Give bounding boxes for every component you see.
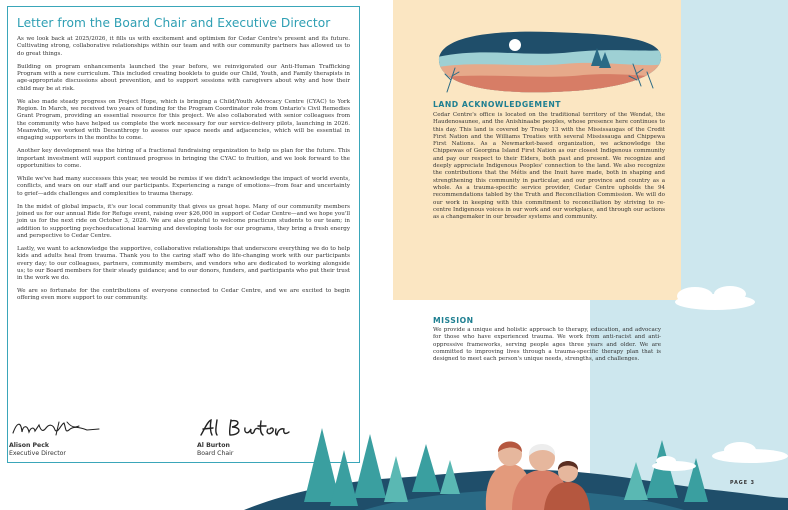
signatory-role: Executive Director [9, 450, 66, 457]
letter-paragraph: As we look back at 2025/2026, it fills us with excitement and optimism for Cedar Centre's present and its future. Cultivating strong, collaborative relationships within our team and with our community partners has allowed us to do great things. [17, 36, 350, 57]
land-acknowledgement-heading: LAND ACKNOWLEDGEMENT [433, 100, 562, 109]
signatory-name: Alison Peck [9, 442, 50, 449]
letter-panel [7, 6, 360, 463]
letter-paragraph: We are so fortunate for the contributions of everyone connected to Cedar Centre, and we are excited to begin offering even more support to our community. [17, 288, 350, 302]
letter-paragraph: Lastly, we want to acknowledge the supportive, collaborative relationships that underscore everything we do to help kids and adults heal from trauma. Thank you to the caring staff who do life-changing work with our participants every day; to our colleagues, partners, community members, and vendors who are dedicated to working alongside us; to our Board members for their steady guidance; and to our donors, funders, and participants who put their trust in the work we do. [17, 245, 350, 282]
land-acknowledgement-text: Cedar Centre's office is located on the traditional territory of the Wendat, the Haudenosaunee, and the Anishinaabe peoples, whose presence here continues to this day. This land is covered by Treaty 13 with the Mississaugas of the Credit First Nation and the Williams Treaties with several Mississauga and Chippewa First Nations. As a Newmarket-based organization, we acknowledge the Chippewas of Georgina Island First Nation as our closest Indigenous community and pay our respect to their Elders, both past and present. We recognize and deeply appreciate Indigenous Peoples' connection to the land. We also recognize the contributions that the Métis and the Inuit have made, both in shaping and strengthening this community in particular, and our province and country as a whole. As a trauma-specific service provider, Cedar Centre upholds the 94 recommendations tabled by the Truth and Reconciliation Commission. We will do our work in keeping with this commitment to reconciliation by striving to re-centre Indigenous voices in our work and our workplace, and through our actions as a changemaker in our broader systems and community. [433, 112, 665, 221]
landscape-banner-icon [433, 28, 665, 98]
page-number: PAGE 3 [730, 481, 756, 486]
mission-heading: MISSION [433, 316, 474, 325]
letter-paragraph: In the midst of global impacts, it's our local community that gives us great hope. Many of our community members joined us for our annual Ride for Refuge event, raising over $26,000 in support of Cedar Centre—and we hope you'll join us for the next ride on October 3, 2026. We are also grateful to welcome practicum students to our team; in addition to supporting psychoeducational learning and developing tools for our programs, they bring a fresh energy and perspective to Cedar Centre. [17, 203, 350, 239]
letter-paragraph: We also made steady progress on Project Hope, which is bringing a Child/Youth Advocacy Centre (CYAC) to York Region. In March, we received two years of funding for the Program Coordinator role from Ontario's Civil Remedies Grant Program, providing an essential resource for this project. We also collaborated with senior colleagues from the community who have helped us complete the work necessary for our service-delivery pilots, launching in 2026. Meanwhile, we worked with Decanthropy to assess our space needs and adjacencies, which will be essential in engaging supporters in the months to come. [17, 98, 350, 142]
family-forest-illustration-icon [244, 398, 788, 510]
letter-paragraph: While we've had many successes this year, we would be remiss if we didn't acknowledge the impact of world events, conflicts, and wars on our staff and our participants. Experiencing a range of emotions—from fear and uncertainty to grief—adds challenges and complexities to trauma therapy. [17, 175, 350, 197]
mission-text: We provide a unique and holistic approach to therapy, education, and advocacy for those who have experienced trauma. We work from anti-racist and anti-oppressive frameworks, serving people ages three years and older. We are committed to improving lives through a trauma-specific therapy plan that is designed to meet each person's unique needs, strengths, and challenges. [433, 327, 661, 363]
handwritten-signature-icon [9, 418, 119, 438]
signature-block-executive-director [9, 418, 149, 458]
letter-paragraph: Building on program enhancements launched the year before, we reinvigorated our Anti-Human Trafficking Program with a new curriculum. This included creating booklets to guide our Child, Youth, and Family therapists in age-appropriate discussions about prevention, and to support sessions with caregivers about why and how their child may be at risk. [17, 63, 350, 92]
signatory-role: Board Chair [197, 450, 234, 457]
signatory-name: Al Burton [197, 442, 230, 449]
letter-title: Letter from the Board Chair and Executive Director [17, 16, 331, 30]
letter-paragraph: Another key development was the hiring of a fractional fundraising organization to help us plan for the future. This important investment will support continued progress in bringing the CYAC to fruition, and we look forward to the opportunities to come. [17, 148, 350, 169]
